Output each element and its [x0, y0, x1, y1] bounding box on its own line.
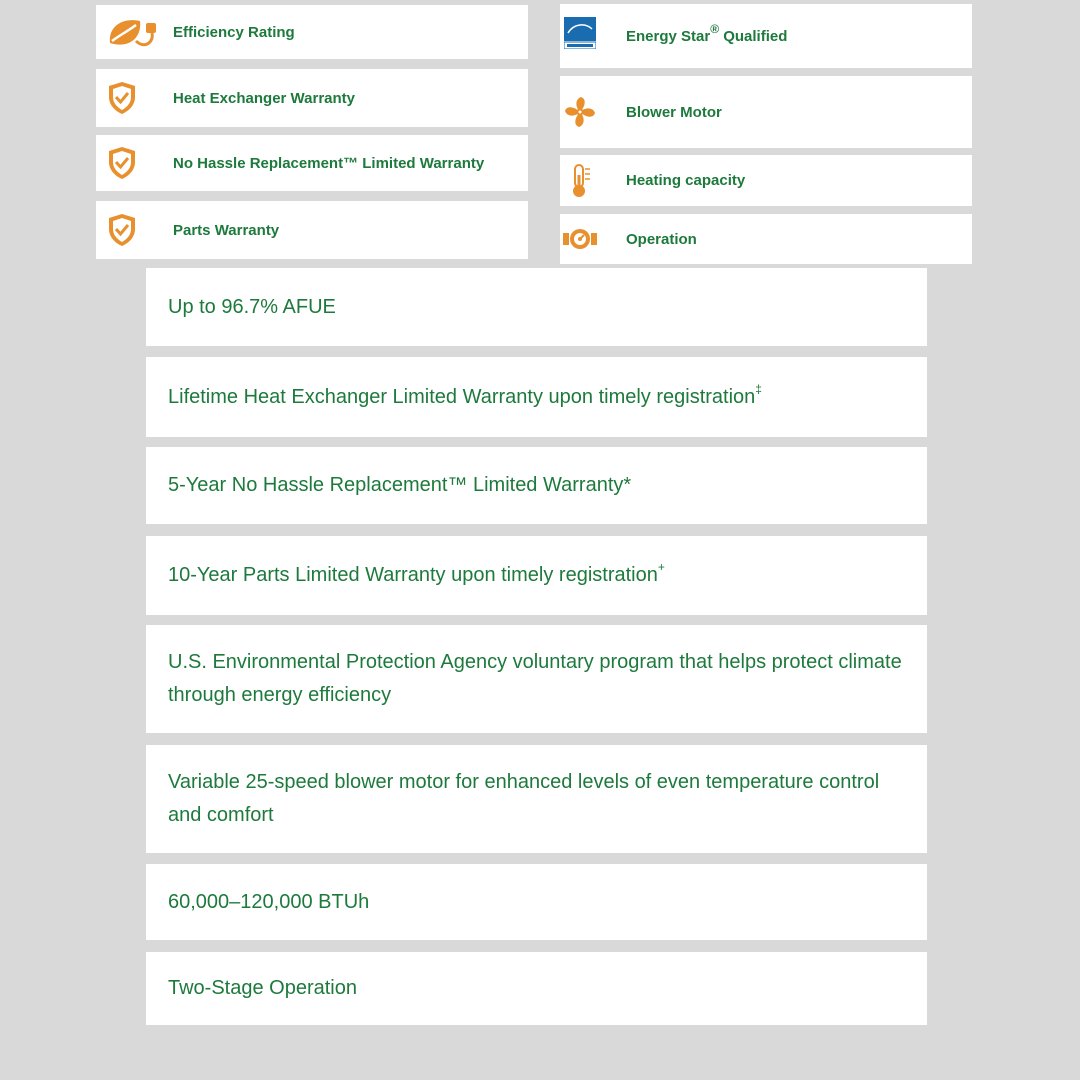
feature-label: Efficiency Rating — [173, 23, 295, 41]
feature-label: Parts Warranty — [173, 221, 280, 239]
operation-gauge-icon — [563, 227, 597, 251]
shield-check-icon — [106, 145, 138, 181]
spec-text-main: Up to 96.7% AFUE — [168, 295, 336, 318]
feature-card-no-hassle-warranty — [96, 135, 528, 191]
spec-text — [168, 886, 369, 919]
feature-card-operation — [560, 214, 972, 264]
spec-text — [168, 291, 336, 324]
spec-row-parts-warranty — [146, 536, 927, 615]
spec-text — [168, 972, 357, 1005]
feature-card-parts-warranty — [96, 201, 528, 259]
spec-row-blower-motor — [146, 745, 927, 853]
spec-row-afue — [146, 268, 927, 346]
feature-card-heat-exchanger-warranty — [96, 69, 528, 127]
spec-text-main: 10-Year Parts Limited Warranty upon timely registration — [168, 564, 658, 586]
spec-text-main: U.S. Environmental Protection Agency voluntary program that helps protect climate through energy efficiency — [168, 651, 902, 706]
spec-text-main: Two-Stage Operation — [168, 977, 357, 999]
spec-text — [168, 646, 905, 712]
spec-row-energy-star — [146, 625, 927, 733]
feature-label: Heat Exchanger Warranty — [173, 89, 356, 107]
spec-text-main: 5-Year No Hassle Replacement™ Limited Warranty* — [168, 474, 632, 496]
energy-star-icon — [564, 17, 596, 49]
feature-label: Heating capacity — [626, 172, 746, 189]
spec-text — [168, 559, 665, 592]
spec-text — [168, 766, 905, 832]
shield-check-icon — [106, 212, 138, 248]
registered-mark: ® — [710, 21, 720, 36]
spec-text-main: Lifetime Heat Exchanger Limited Warranty upon timely registration — [168, 385, 756, 408]
spec-row-heat-exchanger — [146, 357, 927, 437]
thermometer-icon — [568, 163, 592, 199]
feature-card-efficiency-rating — [96, 5, 528, 59]
spec-row-no-hassle — [146, 447, 927, 524]
feature-card-blower-motor — [560, 76, 972, 148]
feature-card-heating-capacity — [560, 155, 972, 206]
shield-check-icon — [106, 80, 138, 116]
feature-card-energy-star — [560, 4, 972, 68]
leaf-plug-icon — [106, 13, 156, 53]
spec-text — [168, 469, 631, 502]
spec-text-main: 60,000–120,000 BTUh — [168, 890, 370, 913]
spec-row-heating-capacity — [146, 864, 927, 940]
feature-label: Operation — [626, 230, 697, 248]
spec-text — [168, 381, 762, 414]
feature-label — [626, 21, 788, 45]
energy-star-label-suffix: Qualified — [719, 27, 788, 45]
feature-label: No Hassle Replacement™ Limited Warranty — [173, 154, 485, 172]
fan-icon — [563, 95, 597, 129]
spec-text-main: Variable 25-speed blower motor for enhanced levels of even temperature control and comfort — [168, 771, 880, 826]
footnote-mark: + — [657, 560, 665, 575]
energy-star-label-text: Energy Star — [626, 27, 711, 45]
feature-label: Blower Motor — [626, 103, 722, 121]
footnote-mark: ‡ — [755, 381, 762, 396]
spec-row-operation — [146, 952, 927, 1025]
